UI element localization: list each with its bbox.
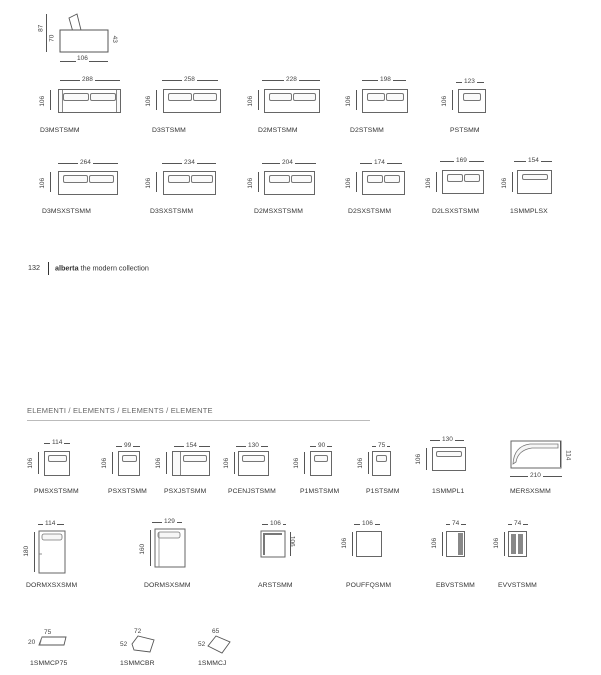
width-label: 258: [184, 76, 195, 83]
sofa-module: [458, 89, 486, 113]
width-label: 234: [184, 159, 195, 166]
collection-name: the modern collection: [80, 263, 149, 273]
height-label: 106: [247, 177, 255, 189]
width-label: 198: [380, 76, 391, 83]
product-code: PSXJSTSMM: [164, 488, 207, 495]
height-label: 160: [139, 543, 147, 555]
height-label: 106: [39, 95, 47, 107]
product-code: P1MSTSMM: [300, 488, 340, 495]
cushion-icon: [38, 634, 68, 648]
product-code: ARSTSMM: [258, 582, 293, 589]
pouf-module: [356, 531, 382, 557]
width-label: 123: [464, 78, 475, 85]
width-label: 154: [528, 157, 539, 164]
section-title: ELEMENTI / ELEMENTS / ELEMENTS / ELEMENTE: [27, 406, 213, 415]
top-module-depth-outer: 87: [37, 24, 45, 32]
height-label: 106: [145, 95, 153, 107]
height-label: 106: [501, 177, 509, 189]
sofa-module: [310, 451, 332, 476]
width-label: 106: [362, 520, 373, 527]
width-label: 72: [134, 628, 142, 635]
height-label: 106: [345, 95, 353, 107]
sofa-module: [58, 171, 118, 195]
sofa-module: [362, 171, 405, 195]
product-code: 1SMMCP75: [30, 660, 68, 667]
product-code: MERSXSMM: [510, 488, 551, 495]
page-footer: [28, 262, 149, 275]
product-code: 1SMMPLSX: [510, 208, 548, 215]
height-label: 106: [345, 177, 353, 189]
sofa-module: [118, 451, 140, 476]
product-code: D3MSTSMM: [40, 127, 80, 134]
width-label: 114: [45, 520, 56, 527]
width-label: 169: [456, 157, 467, 164]
product-code: P1STSMM: [366, 488, 400, 495]
width-label: 174: [374, 159, 385, 166]
sofa-module: [264, 89, 320, 113]
product-code: PSXSTSMM: [108, 488, 147, 495]
corner-module: [510, 440, 564, 470]
height-label: 106: [39, 177, 47, 189]
height-label: 106: [145, 177, 153, 189]
width-label: 130: [248, 442, 259, 449]
width-label: 204: [282, 159, 293, 166]
armchair-module: [260, 530, 288, 560]
sofa-module: [238, 451, 269, 476]
sofa-module: [517, 170, 552, 194]
product-code: DORMXSXSMM: [26, 582, 78, 589]
sofa-module: [362, 89, 408, 113]
product-code: D3SXSTSMM: [150, 208, 194, 215]
width-label: 154: [186, 442, 197, 449]
product-code: PMSXSTSMM: [34, 488, 79, 495]
width-label: 228: [286, 76, 297, 83]
product-code: D2MSXSTSMM: [254, 208, 303, 215]
width-label: 90: [318, 442, 326, 449]
width-label: 264: [80, 159, 91, 166]
top-module-height: 43: [110, 35, 118, 43]
height-label: 106: [223, 457, 231, 469]
sofa-module: [264, 171, 315, 195]
height-label: 106: [101, 457, 109, 469]
sofa-module: [432, 447, 466, 471]
width-label: 129: [164, 518, 175, 525]
width-label: 210: [530, 472, 541, 479]
product-code: EVVSTSMM: [498, 582, 537, 589]
product-code: 1SMMCBR: [120, 660, 155, 667]
width-label: 288: [82, 76, 93, 83]
height-label: 106: [415, 453, 423, 465]
product-code: PCENJSTSMM: [228, 488, 276, 495]
width-label: 65: [212, 628, 220, 635]
width-label: 130: [442, 436, 453, 443]
height-label: 106: [155, 457, 163, 469]
product-code: POUFFQSMM: [346, 582, 392, 589]
sofa-module: [442, 170, 484, 194]
height-label: 180: [23, 545, 31, 557]
height-label: 106: [293, 457, 301, 469]
height-label: 52: [120, 641, 128, 648]
height-label: 20: [28, 639, 36, 646]
product-code: D3MSXSTSMM: [42, 208, 91, 215]
product-code: D3STSMM: [152, 127, 186, 134]
cushion-icon: [130, 634, 158, 656]
sofa-module: [163, 89, 221, 113]
width-label: 99: [124, 442, 132, 449]
footer-divider: [48, 262, 49, 275]
product-code: PSTSMM: [450, 127, 480, 134]
height-label: 106: [288, 535, 296, 547]
product-code: D2SXSTSMM: [348, 208, 392, 215]
chaise-module: [154, 528, 188, 570]
section-divider: [27, 420, 370, 421]
height-label: 106: [425, 177, 433, 189]
product-code: D2LSXSTSMM: [432, 208, 480, 215]
product-code: 1SMMPL1: [432, 488, 465, 495]
sofa-module: [372, 451, 391, 476]
width-label: 75: [378, 442, 386, 449]
height-label: 106: [341, 537, 349, 549]
sofa-module: [172, 451, 210, 476]
sofa-module: [58, 89, 121, 113]
width-label: 74: [514, 520, 522, 527]
height-label: 106: [247, 95, 255, 107]
height-label: 106: [357, 457, 365, 469]
product-code: D2MSTSMM: [258, 127, 298, 134]
product-code: DORMSXSMM: [144, 582, 191, 589]
sofa-module: [163, 171, 216, 195]
height-label: 106: [493, 537, 501, 549]
width-label: 75: [44, 629, 52, 636]
dim-line: [46, 14, 47, 52]
height-label: 106: [27, 457, 35, 469]
product-code: 1SMMCJ: [198, 660, 227, 667]
height-label: 106: [431, 537, 439, 549]
brand-name: alberta: [55, 263, 79, 273]
top-module-depth-inner: 70: [48, 34, 56, 42]
height-label: 114: [564, 450, 572, 461]
page-number: 132: [28, 263, 40, 273]
width-label: 106: [270, 520, 281, 527]
height-label: 106: [441, 95, 449, 107]
cushion-icon: [206, 634, 234, 656]
sofa-side-view: [55, 12, 111, 56]
chaise-module: [38, 530, 68, 575]
sofa-module: [44, 451, 70, 476]
width-label: 74: [452, 520, 460, 527]
end-module: [508, 531, 527, 557]
product-code: D2STSMM: [350, 127, 384, 134]
product-code: EBVSTSMM: [436, 582, 475, 589]
top-module-width: 106: [77, 55, 88, 62]
width-label: 114: [52, 439, 63, 446]
height-label: 52: [198, 641, 206, 648]
end-module: [446, 531, 465, 557]
